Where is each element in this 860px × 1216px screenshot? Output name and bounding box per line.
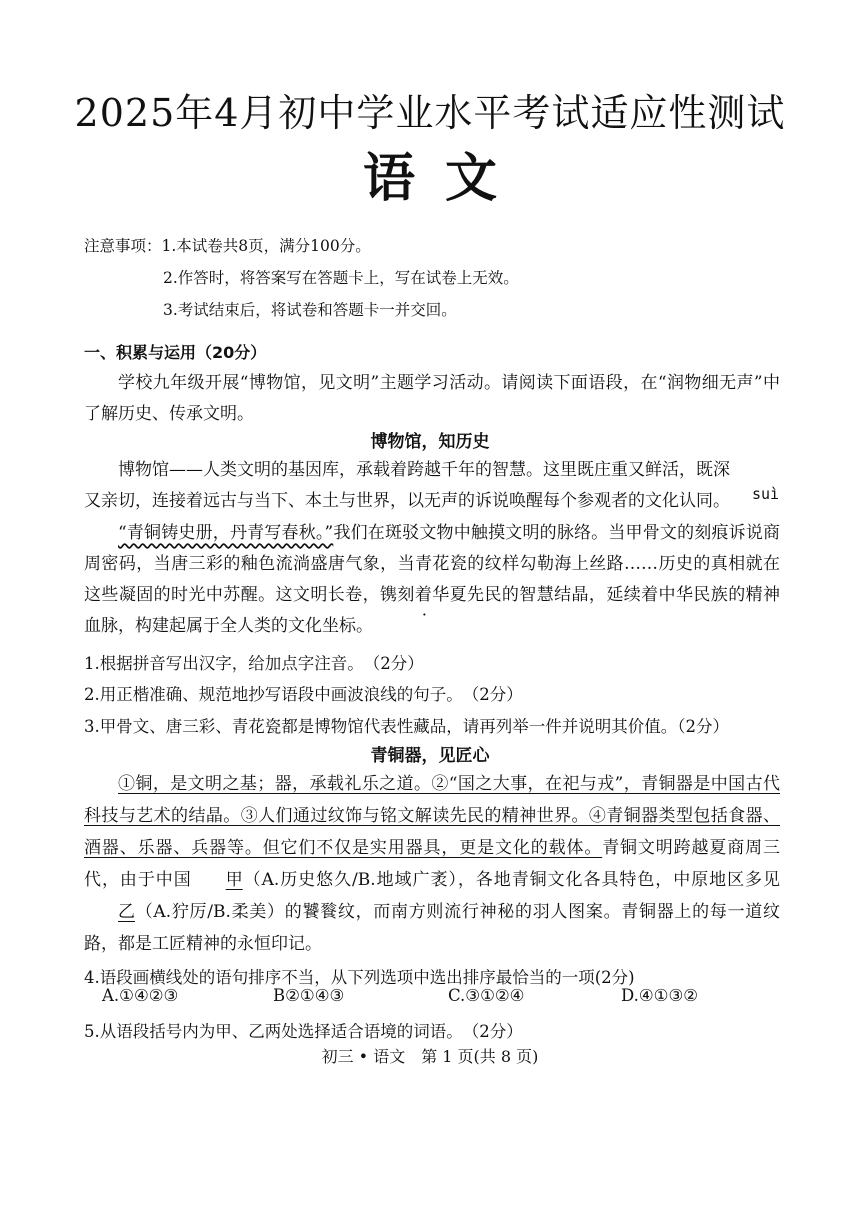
part1-p2-text-b: 刻着华夏先民的智慧结晶，延续着中华民族的精神血脉，构建起属于全人类的文化坐标。 <box>84 585 781 636</box>
wavy-sentence: “青铜铸史册，丹青写春秋。” <box>118 523 334 543</box>
question-5: 5.从语段括号内为甲、乙两处选择适合语境的词语。 （2分） <box>84 1022 523 1041</box>
part1-paragraph-1 <box>84 455 744 486</box>
page-footer: 初三 • 语文 第 1 页(共 8 页) <box>321 1047 539 1066</box>
option-c: C.③①②④ <box>448 986 525 1005</box>
exam-title: 2025年4月初中学业水平考试适应性测试 <box>74 91 786 135</box>
part1-paragraph-1b: 又亲切，连接着远古与当下、本土与世界，以无声的诉说唤醒每个参观者的文化认同。 <box>84 491 730 511</box>
part1-paragraph-2 <box>84 518 780 642</box>
subject-title: 语文 <box>362 148 527 209</box>
question-2: 2.用正楷准确、规范地抄写语段中画波浪线的句子。 （2分） <box>84 685 523 704</box>
section-heading: 一、积累与运用（20分） <box>84 343 267 362</box>
question-4: 4.语段画横线处的语句排序不当，从下列选项中选出排序最恰当的一项(2分) <box>84 968 635 987</box>
part2-text-mid: （A.历史悠久/B.地域广袤），各地青铜文化各具特色，中原地区多见 <box>242 870 780 890</box>
option-d: D.④①③② <box>621 986 699 1005</box>
option-a: A.①④②③ <box>102 986 179 1005</box>
part2-text-after: 青铜文明跨越夏商周三代，由于中国 <box>84 838 781 890</box>
part1-subtitle: 博物馆，知历史 <box>370 432 490 452</box>
question-3: 3.甲骨文、唐三彩、青花瓷都是博物馆代表性藏品，请再列举一件并说明其价值。（2分） <box>84 717 729 736</box>
part1-p2-text-a: 我们在斑驳文物中触摸文明的脉络。当甲骨文的刻痕诉说商周密码，当唐三彩的釉色流淌盛唐气象，当青花瓷的纹样勾勒海上丝路……历史的真相就在这些凝固的时光中苏醒。这文明长卷， <box>84 523 781 605</box>
notice-line-1: 注意事项：1.本试卷共8页，满分100分。 <box>84 237 371 255</box>
section-intro: 学校九年级开展“博物馆，见文明”主题学习活动。请阅读下面语段，在“润物细无声”中了解历史、传承文明。 <box>84 373 780 424</box>
notice-line-3: 3.考试结束后，将试卷和答题卡一并交回。 <box>163 301 457 319</box>
question-1: 1.根据拼音写出汉字，给加点字注音。 （2分） <box>84 654 424 673</box>
notice-line-2: 2.作答时，将答案写在答题卡上，写在试卷上无效。 <box>163 269 519 287</box>
pinyin-hint: suì <box>752 485 780 503</box>
part2-subtitle: 青铜器，见匠心 <box>370 746 490 766</box>
underlined-sentences: ①铜，是文明之基；器，承载礼乐之道。②“国之大事，在祀与戎”，青铜器是中国古代科技与艺术的结晶。③人们通过纹饰与铭文解读先民的精神世界。④青铜器类型包括食器、酒器、乐器、兵器等。但它们不仅是实用器具，更是文化的载体。 <box>84 774 780 858</box>
dotted-character: 镌 · <box>380 585 397 605</box>
part2-text-end: （A.狞厉/B.柔美）的饕餮纹，而南方则流行神秘的羽人图案。青铜器上的每一道纹路，都是工匠精神的永恒印记。 <box>84 902 780 954</box>
part1-p1-text: 博物馆——人类文明的基因库，承载着跨越千年的智慧。这里既庄重又鲜活，既深 <box>118 460 730 480</box>
part2-paragraph <box>84 768 780 960</box>
blank-jia: 甲 <box>225 870 243 890</box>
option-b: B②①④③ <box>273 986 345 1005</box>
blank-yi: 乙 <box>118 902 135 922</box>
